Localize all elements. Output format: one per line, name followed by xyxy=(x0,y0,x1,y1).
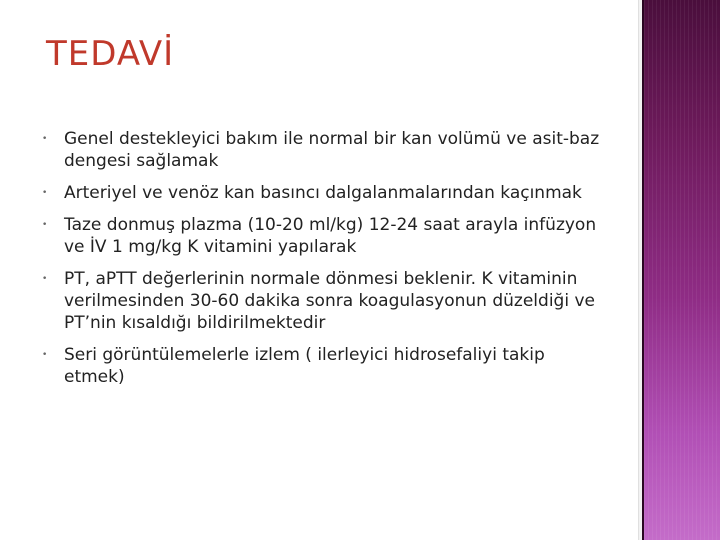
bullet-icon: • xyxy=(42,188,48,198)
bullet-text: Arteriyel ve venöz kan basıncı dalgalanmalarından kaçınmak xyxy=(64,183,582,203)
bullet-text: PT, aPTT değerlerinin normale dönmesi beklenir. K vitaminin verilmesinden 30-60 dakika sonra koagulasyonun düzeldiği ve PT’nin kısaldığı bildirilmektedir xyxy=(64,269,595,333)
list-item xyxy=(40,344,610,388)
bullet-icon: • xyxy=(42,350,48,360)
decorative-side-strip xyxy=(642,0,720,540)
bullet-text: Genel destekleyici bakım ile normal bir kan volümü ve asit-baz dengesi sağlamak xyxy=(64,129,600,171)
bullet-text: Seri görüntülemelerle izlem ( ilerleyici hidrosefaliyi takip etmek) xyxy=(64,345,545,387)
bullet-icon: • xyxy=(42,134,48,144)
bullet-icon: • xyxy=(42,274,48,284)
list-item xyxy=(40,268,610,334)
bullet-list xyxy=(40,128,610,398)
bullet-text: Taze donmuş plazma (10-20 ml/kg) 12-24 saat arayla infüzyon ve İV 1 mg/kg K vitamini yapılarak xyxy=(64,215,597,257)
list-item xyxy=(40,182,610,204)
bullet-icon: • xyxy=(42,220,48,230)
list-item xyxy=(40,128,610,172)
slide-title: TEDAVİ xyxy=(46,34,175,74)
list-item xyxy=(40,214,610,258)
